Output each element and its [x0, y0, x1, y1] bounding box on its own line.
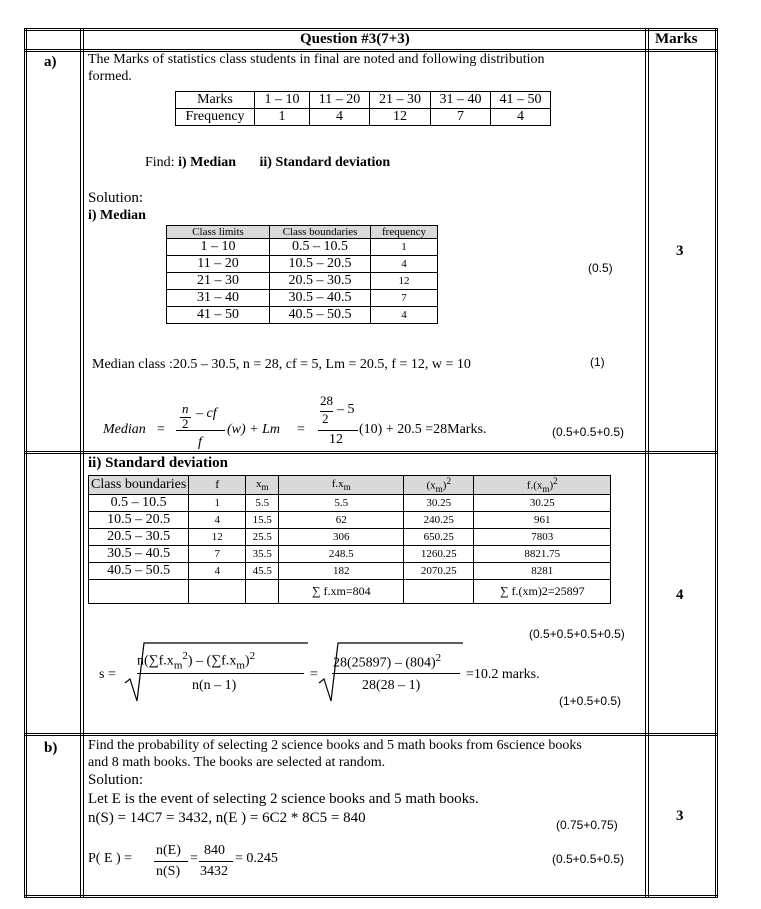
find-item-1: i) Median — [178, 155, 237, 170]
probability-result: = 0.245 — [235, 851, 278, 866]
part-b-line-2: and 8 math books. The books are selected at random. — [88, 755, 386, 770]
table-row — [89, 511, 611, 528]
formula-result: (10) + 20.5 =28Marks. — [359, 422, 487, 437]
table-cell: 31 – 40 — [431, 92, 491, 109]
table-cell: 1260.25 — [404, 545, 474, 562]
table-cell: 10.5 – 20.5 — [270, 256, 371, 273]
find-label: Find: — [145, 155, 175, 170]
column-header: $(x_m)^2$ — [404, 476, 474, 495]
median-heading: i) Median — [88, 208, 146, 223]
part-a2-marks: 4 — [676, 587, 684, 603]
formula-two: 2 — [182, 416, 189, 431]
column-header: Class limits — [167, 226, 270, 239]
formula-two: 2 — [322, 411, 329, 426]
distribution-table — [175, 91, 551, 126]
table-cell: 7 — [371, 290, 438, 307]
table-row — [89, 545, 611, 562]
column-header: f — [189, 476, 246, 495]
table-cell: 8281 — [474, 562, 611, 579]
score-part-b-pe: (0.5+0.5+0.5) — [552, 852, 625, 866]
table-cell: 41 – 50 — [491, 92, 551, 109]
table-cell — [404, 579, 474, 603]
table-sum-row — [89, 579, 611, 603]
table-row — [89, 528, 611, 545]
table-cell: 248.5 — [279, 545, 404, 562]
part-b-label: b) — [44, 740, 58, 756]
score-sd-formula: (1+0.5+0.5) — [559, 694, 622, 708]
table-row — [89, 494, 611, 511]
table-cell: 240.25 — [404, 511, 474, 528]
median-table — [166, 225, 438, 324]
table-row — [167, 307, 438, 324]
column-header: Class boundaries — [270, 226, 371, 239]
table-cell: 62 — [279, 511, 404, 528]
find-item-2: ii) Standard deviation — [259, 155, 391, 170]
table-cell: 5.5 — [279, 494, 404, 511]
equals-sign: = — [310, 667, 318, 682]
median-class-line: Median class :20.5 – 30.5, n = 28, cf = 5, Lm = 20.5, f = 12, w = 10 — [92, 357, 471, 372]
table-row — [176, 109, 551, 126]
table-cell: 961 — [474, 511, 611, 528]
score-part-b-ns: (0.75+0.75) — [556, 818, 618, 832]
table-cell: 1 – 10 — [255, 92, 310, 109]
table-cell: 12 — [370, 109, 431, 126]
formula-minus-cf: – cf — [196, 406, 217, 421]
table-cell: 12 — [371, 273, 438, 290]
table-cell: 15.5 — [246, 511, 279, 528]
table-cell: 20.5 – 30.5 — [89, 528, 189, 545]
part-b-solution: Solution: — [88, 772, 144, 788]
formula-f: f — [198, 435, 202, 450]
solution-label: Solution: — [88, 190, 144, 206]
table-cell: 30.25 — [404, 494, 474, 511]
sum-fxm2: ∑ f.(xm)2=25897 — [474, 579, 611, 603]
formula-12: 12 — [329, 432, 343, 447]
table-cell: 4 — [310, 109, 370, 126]
table-cell: 21 – 30 — [370, 92, 431, 109]
table-row — [167, 256, 438, 273]
equals-sign: = — [297, 422, 305, 437]
column-header: frequency — [371, 226, 438, 239]
table-cell — [189, 579, 246, 603]
sd-numerator-1: $n(\sum f.x_m^2) - (\sum f.x_m)^2$ — [137, 650, 256, 672]
table-cell: 7 — [431, 109, 491, 126]
sd-heading: ii) Standard deviation — [88, 455, 229, 471]
column-header: Class boundaries — [89, 476, 189, 495]
marks-header: Marks — [655, 31, 698, 47]
table-cell: 40.5 – 50.5 — [89, 562, 189, 579]
table-header-row — [167, 226, 438, 239]
sd-result: =10.2 marks. — [466, 667, 540, 682]
table-cell: 20.5 – 30.5 — [270, 273, 371, 290]
sum-fxm: ∑ f.xm=804 — [279, 579, 404, 603]
table-cell: 21 – 30 — [167, 273, 270, 290]
equals-sign: = — [157, 422, 165, 437]
column-header: $x_m$ — [246, 476, 279, 495]
table-cell: 4 — [189, 562, 246, 579]
table-cell: 40.5 – 50.5 — [270, 307, 371, 324]
column-header: $f.(x_m)^2$ — [474, 476, 611, 495]
table-cell: 306 — [279, 528, 404, 545]
table-cell: 35.5 — [246, 545, 279, 562]
table-cell: 30.5 – 40.5 — [89, 545, 189, 562]
score-median-class: (1) — [590, 355, 605, 369]
table-row — [89, 562, 611, 579]
table-cell: 1 — [371, 239, 438, 256]
sd-denominator-2: 28(28 – 1) — [362, 678, 421, 693]
table-cell: 11 – 20 — [310, 92, 370, 109]
formula-n: n — [182, 401, 189, 416]
part-a-marks: 3 — [676, 243, 684, 259]
table-row — [167, 273, 438, 290]
part-b-line-1: Find the probability of selecting 2 science books and 5 math books from 6science books — [88, 738, 582, 753]
table-cell — [89, 579, 189, 603]
table-cell: 0.5 – 10.5 — [270, 239, 371, 256]
table-row — [167, 290, 438, 307]
table-cell: 30.25 — [474, 494, 611, 511]
sd-numerator-2: $28(25897) - (804)^2$ — [333, 652, 442, 671]
table-cell: 7803 — [474, 528, 611, 545]
table-cell: 11 – 20 — [167, 256, 270, 273]
table-cell: 2070.25 — [404, 562, 474, 579]
part-b-ns-line: n(S) = 14C7 = 3432, n(E ) = 6C2 * 8C5 = 840 — [88, 810, 366, 826]
table-cell: 182 — [279, 562, 404, 579]
question-title: Question #3(7+3) — [300, 31, 410, 47]
table-cell: 5.5 — [246, 494, 279, 511]
value-840: 840 — [204, 843, 225, 858]
table-cell: 1 — [189, 494, 246, 511]
s-equals: s = — [99, 667, 116, 682]
score-median-formula: (0.5+0.5+0.5) — [552, 425, 625, 439]
score-median-table: (0.5) — [588, 261, 613, 275]
row-label: Frequency — [176, 109, 255, 126]
sd-table — [88, 475, 611, 604]
table-cell: 650.25 — [404, 528, 474, 545]
table-cell: 41 – 50 — [167, 307, 270, 324]
formula-minus-5: – 5 — [337, 402, 355, 417]
formula-w-lm: (w) + Lm — [227, 422, 281, 437]
score-sd-table: (0.5+0.5+0.5+0.5) — [529, 627, 625, 641]
table-cell: 30.5 – 40.5 — [270, 290, 371, 307]
part-b-event: Let E is the event of selecting 2 science books and 5 math books. — [88, 791, 479, 807]
table-row — [167, 239, 438, 256]
table-cell: 4 — [371, 307, 438, 324]
table-cell: 4 — [491, 109, 551, 126]
table-cell: 45.5 — [246, 562, 279, 579]
row-label: Marks — [176, 92, 255, 109]
median-word: Median — [103, 422, 146, 437]
part-b-marks: 3 — [676, 808, 684, 824]
table-row — [176, 92, 551, 109]
table-cell: 25.5 — [246, 528, 279, 545]
part-a-label: a) — [44, 54, 57, 70]
value-3432: 3432 — [200, 864, 228, 879]
table-cell: 7 — [189, 545, 246, 562]
table-cell: 4 — [189, 511, 246, 528]
table-cell: 1 — [255, 109, 310, 126]
table-cell: 0.5 – 10.5 — [89, 494, 189, 511]
table-cell: 12 — [189, 528, 246, 545]
table-cell: 1 – 10 — [167, 239, 270, 256]
table-cell — [246, 579, 279, 603]
equals-sign: = — [190, 851, 198, 866]
ne-numerator: n(E) — [156, 843, 181, 858]
intro-line-1: The Marks of statistics class students in final are noted and following distribution — [88, 52, 545, 67]
intro-line-2: formed. — [88, 69, 132, 84]
table-header-row — [89, 476, 611, 495]
find-line — [145, 155, 390, 171]
formula-28: 28 — [320, 393, 333, 408]
table-cell: 4 — [371, 256, 438, 273]
table-cell: 10.5 – 20.5 — [89, 511, 189, 528]
ns-denominator: n(S) — [156, 864, 181, 879]
table-cell: 31 – 40 — [167, 290, 270, 307]
table-cell: 8821.75 — [474, 545, 611, 562]
column-header: $f.x_m$ — [279, 476, 404, 495]
pe-label: P( E ) = — [88, 851, 133, 866]
sd-denominator-1: n(n – 1) — [192, 678, 237, 693]
